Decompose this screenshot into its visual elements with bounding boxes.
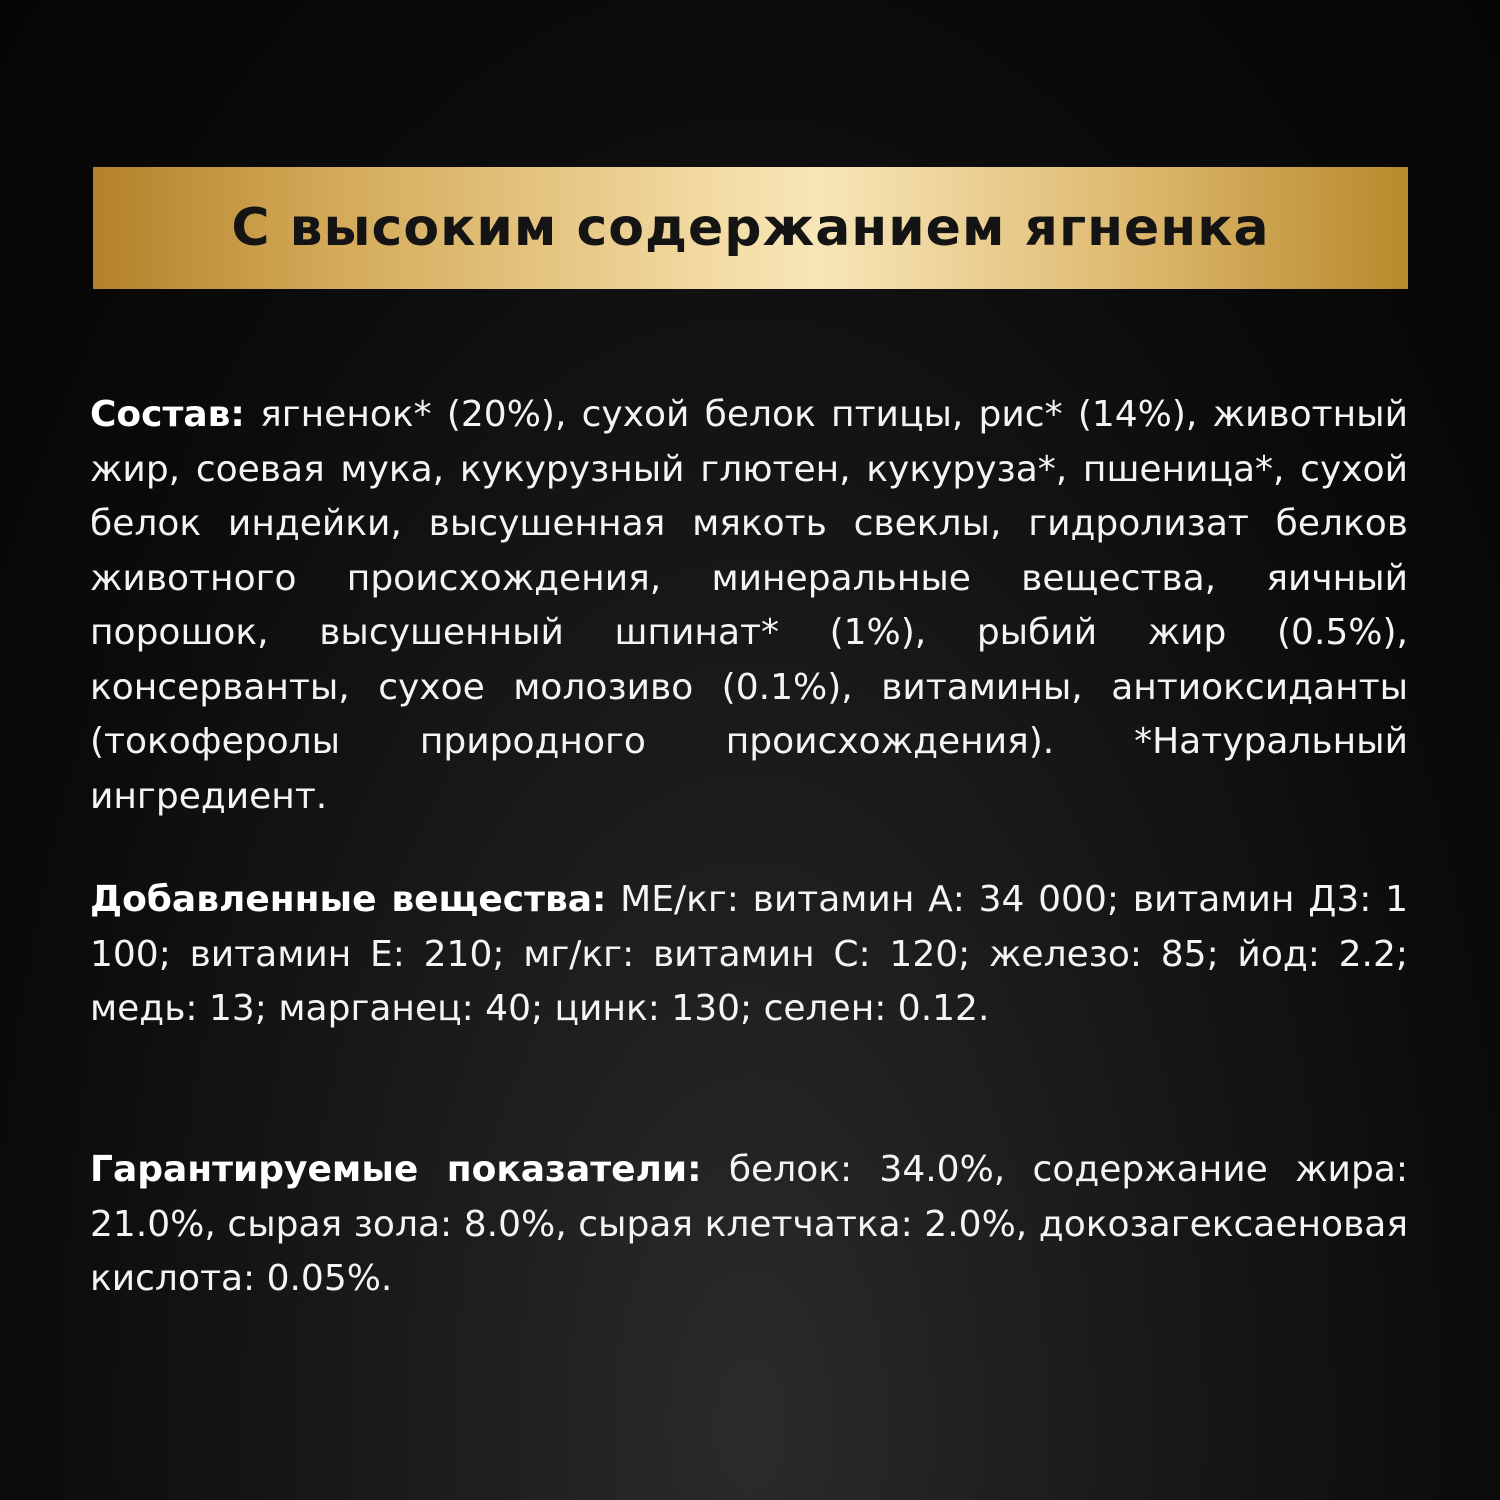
guaranteed-label: Гарантируемые показатели: bbox=[90, 1149, 702, 1190]
additives-section bbox=[90, 873, 1408, 1037]
composition-section bbox=[90, 388, 1408, 824]
composition-text: ягненок* (20%), сухой белок птицы, рис* (14%), животный жир, соевая мука, кукурузный глютен, кукуруза*, пшеница*, сухой белок индейки, высушенная мякоть свеклы, гидролизат белков животного происхождения, минеральные вещества, яичный порошок, высушенный шпинат* (1%), рыбий жир (0.5%), консерванты, сухое молозиво (0.1%), витамины, антиоксиданты (токоферолы природного происхождения). *Натуральный ингредиент. bbox=[90, 394, 1408, 817]
guaranteed-section bbox=[90, 1143, 1408, 1307]
banner-title: С высоким содержанием ягненка bbox=[231, 198, 1270, 258]
title-banner bbox=[93, 167, 1408, 289]
guaranteed-text: белок: 34.0%, содержание жира: 21.0%, сырая зола: 8.0%, сырая клетчатка: 2.0%, докозагексаеновая кислота: 0.05%. bbox=[90, 1149, 1408, 1299]
additives-label: Добавленные вещества: bbox=[90, 879, 607, 920]
composition-label: Состав: bbox=[90, 394, 245, 435]
additives-text: МЕ/кг: витамин А: 34 000; витамин Д3: 1 100; витамин Е: 210; мг/кг: витамин С: 120; железо: 85; йод: 2.2; медь: 13; марганец: 40; цинк: 130; селен: 0.12. bbox=[90, 879, 1408, 1029]
